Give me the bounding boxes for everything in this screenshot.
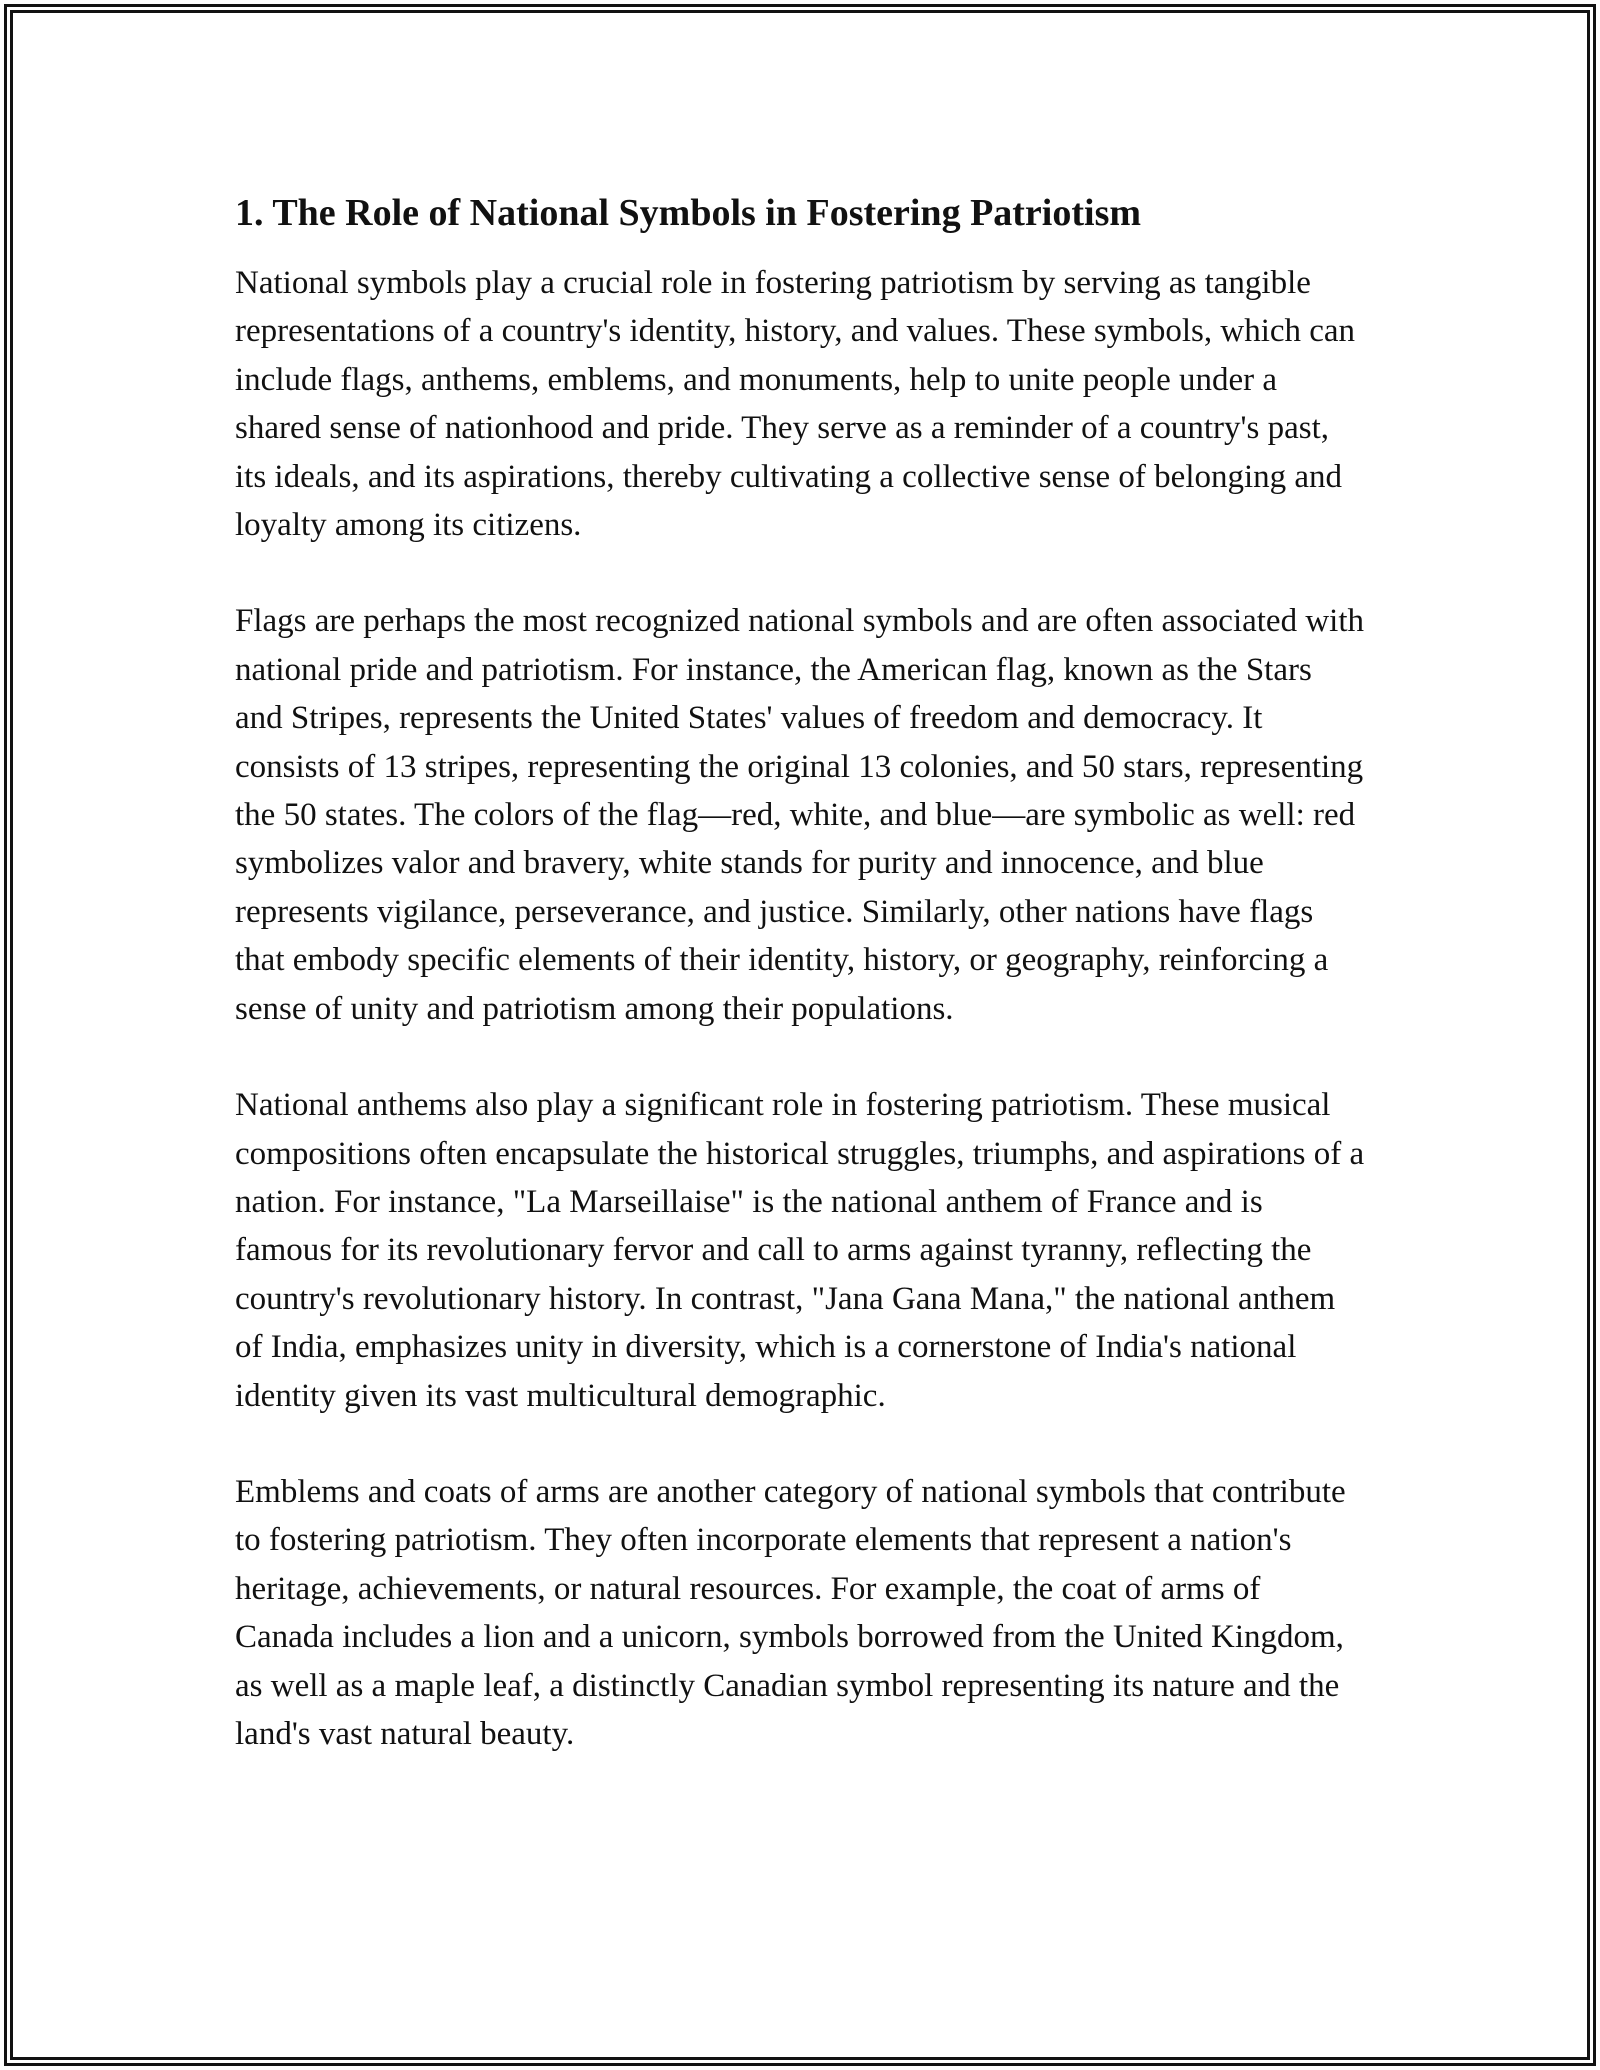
paragraph-anthems: National anthems also play a significant role in fostering patriotism. These musical compositions often encapsulate the historical struggles, triumphs, and aspirations of a nation. For instance, "La Marseillaise" is the national anthem of France and is famous for its revolutionary fervor and call to arms against tyranny, reflecting the country's revolutionary history. In contrast, "Jana Gana Mana," the national anthem of India, emphasizes unity in diversity, which is a cornerstone of India's national identity given its vast multicultural demographic. bbox=[235, 1087, 1365, 1414]
paragraph-flags: Flags are perhaps the most recognized national symbols and are often associated with national pride and patriotism. For instance, the American flag, known as the Stars and Stripes, represents the United States' values of freedom and democracy. It consists of 13 stripes, representing the original 13 colonies, and 50 stars, representing the 50 states. The colors of the flag—red, white, and blue—are symbolic as well: red symbolizes valor and bravery, white stands for purity and innocence, and blue represents vigilance, perseverance, and justice. Similarly, other nations have flags that embody specific elements of their identity, history, or geography, reinforcing a sense of unity and patriotism among their populations. bbox=[235, 603, 1364, 1027]
document-body bbox=[235, 183, 1365, 1758]
paragraph-emblems: Emblems and coats of arms are another category of national symbols that contribute to fostering patriotism. They often incorporate elements that represent a nation's heritage, achievements, or natural resources. For example, the coat of arms of Canada includes a lion and a unicorn, symbols borrowed from the United Kingdom, as well as a maple leaf, a distinctly Canadian symbol representing its nature and the land's vast natural beauty. bbox=[235, 1473, 1346, 1752]
paragraph-intro: National symbols play a crucial role in fostering patriotism by serving as tangible representations of a country's identity, history, and values. These symbols, which can include flags, anthems, emblems, and monuments, help to unite people under a shared sense of nationhood and pride. They serve as a reminder of a country's past, its ideals, and its aspirations, thereby cultivating a collective sense of belonging and loyalty among its citizens. bbox=[235, 265, 1356, 544]
section-heading: 1. The Role of National Symbols in Fostering Patriotism bbox=[235, 192, 1142, 234]
